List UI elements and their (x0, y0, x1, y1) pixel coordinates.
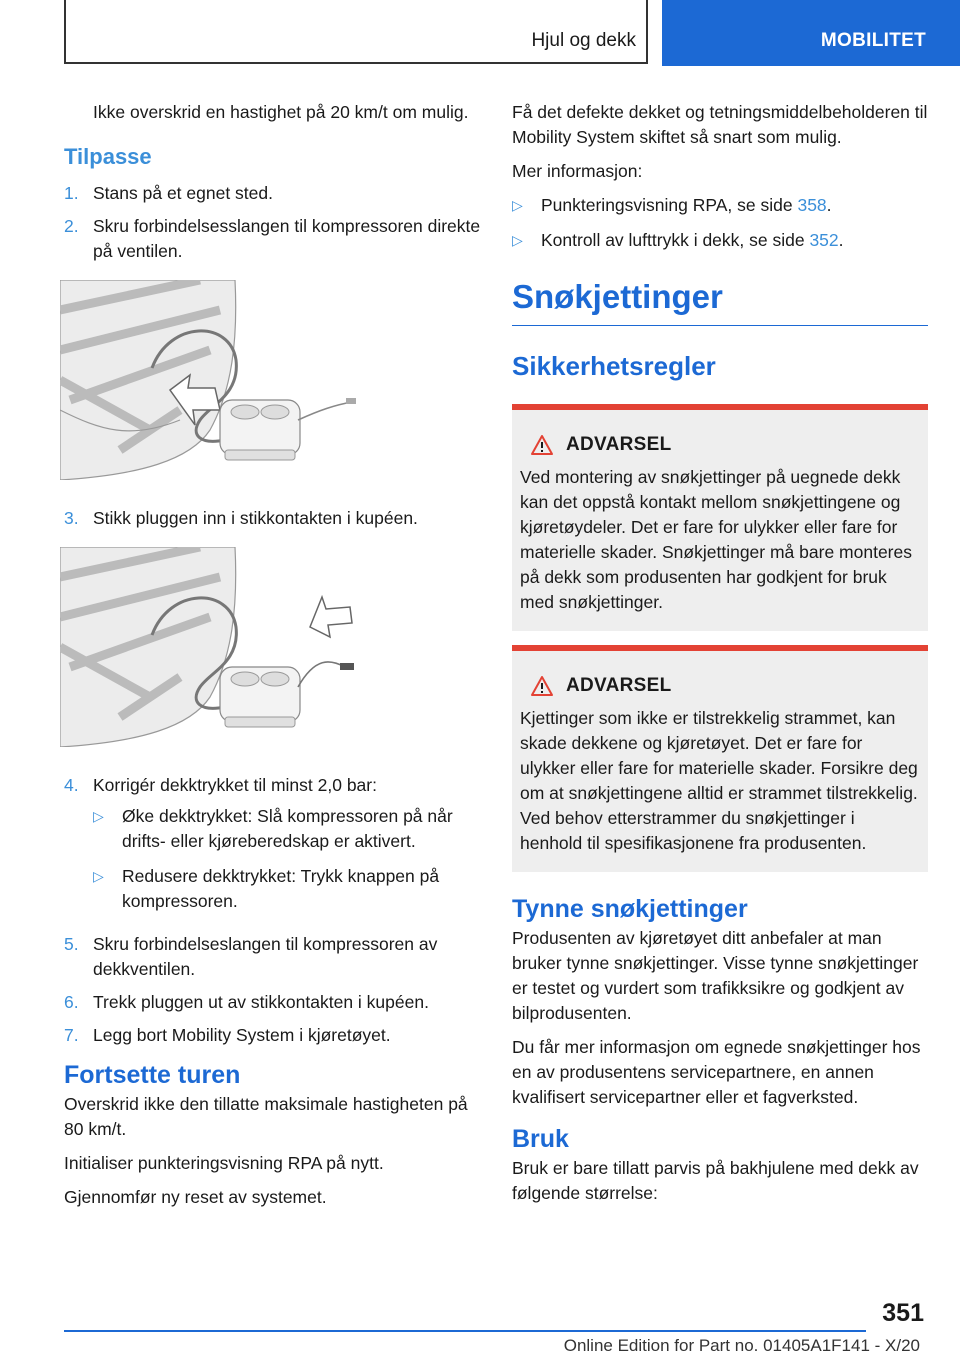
triangle-bullet-icon: ▷ (93, 808, 104, 824)
continue-text-3: Gjennomfør ny reset av systemet. (64, 1187, 327, 1207)
continue-text-1: Overskrid ikke den tillatte maksimale hastigheten på 80 km/t. (64, 1094, 468, 1139)
page-link-352[interactable]: 352 (809, 230, 839, 250)
chapter-label: MOBILITET (820, 30, 926, 51)
bullet-text: Øke dekktrykket: Slå kompressoren på når drifts- eller kjøreberedskap er aktivert. (122, 806, 453, 851)
bullet-text: Redusere dekktrykket: Trykk knappen på kompressoren. (122, 866, 440, 911)
section-title: Hjul og dekk (531, 30, 636, 51)
warning-label: ADVARSEL (566, 434, 672, 455)
list-item (64, 214, 484, 264)
step-text: Skru forbindelsesslangen til kompressoren direkte på ventilen. (93, 216, 481, 261)
warning-triangle-icon (530, 434, 554, 456)
continue-text-2: Initialiser punkteringsvisning RPA på nytt. (64, 1153, 384, 1173)
triangle-bullet-icon: ▷ (512, 197, 523, 213)
ref-text: Kontroll av lufttrykk i dekk, se side (541, 230, 810, 250)
list-item (64, 773, 484, 924)
list-item (64, 181, 484, 206)
step-text: Skru forbindelseslangen til kompressoren av dekkventilen. (93, 934, 438, 979)
warning-triangle-icon (530, 675, 554, 697)
edition-text: Online Edition for Part no. 01405A1F141 - X/20 (563, 1336, 920, 1355)
right-column (512, 100, 928, 1215)
step-number: 6. (64, 992, 79, 1012)
thin-chains-heading: Tynne snøkjettinger (512, 895, 748, 923)
step-number: 4. (64, 775, 79, 795)
steps-list-a (64, 181, 484, 264)
triangle-bullet-icon: ▷ (512, 232, 523, 248)
list-item (93, 864, 484, 914)
list-item (64, 990, 484, 1015)
step-number: 1. (64, 183, 79, 203)
use-text: Bruk er bare tillatt parvis på bakhjulene med dekk av følgende størrelse: (512, 1158, 919, 1203)
list-item (64, 1023, 484, 1048)
replace-text: Få det defekte dekket og tetningsmiddelbeholderen til Mobility System skiftet så snart som mulig. (512, 102, 928, 147)
section-heading: Sikkerhetsregler (512, 351, 716, 381)
more-info-label: Mer informasjon: (512, 161, 643, 181)
use-heading: Bruk (512, 1125, 569, 1153)
step-text: Trekk pluggen ut av stikkontakten i kupéen. (93, 992, 429, 1012)
reference-list (512, 193, 928, 253)
step4-bullets (64, 804, 484, 924)
compressor-on-valve-illustration (60, 280, 360, 480)
plug-into-socket-illustration (60, 547, 360, 747)
warning-box-1 (512, 404, 928, 631)
warning-text: Ved montering av snøkjettinger på uegnede dekk kan det oppstå kontakt mellom snøkjettingene og kjøretøydeler. Det er fare for ulykker eller fare for materielle skader. Snøkjettinger må bare monteres på dekk som produsenten har godkjent for bruk med snøkjettinger. (520, 467, 912, 612)
ref-end: . (826, 195, 832, 215)
list-item (512, 228, 928, 253)
step-text: Korrigér dekktrykket til minst 2,0 bar: (93, 775, 377, 795)
left-column (64, 100, 484, 1219)
adjust-heading: Tilpasse (64, 144, 152, 169)
footer-divider (64, 1330, 866, 1332)
ref-text: Punkteringsvisning RPA, se side (541, 195, 798, 215)
list-item (64, 506, 484, 531)
step-number: 7. (64, 1025, 79, 1045)
ref-end: . (838, 230, 844, 250)
step-number: 3. (64, 508, 79, 528)
steps-list-3 (64, 506, 484, 531)
step-number: 2. (64, 216, 79, 236)
list-item (64, 932, 484, 982)
continue-heading: Fortsette turen (64, 1061, 241, 1089)
intro-text: Ikke overskrid en hastighet på 20 km/t om mulig. (93, 102, 469, 122)
list-item (512, 193, 928, 218)
warning-text: Kjettinger som ikke er tilstrekkelig strammet, kan skade dekkene og kjøretøyet. Det er fare for ulykker eller fare for materielle skader. Forsikre deg om at snøkjettingene alltid er strammet tilstrekkelig. Ved behov etterstrammer du snøkjettinger i henhold til spesifikasjonene fra produsenten. (520, 708, 918, 853)
chapter-tab[interactable] (662, 0, 960, 66)
page-link-358[interactable]: 358 (797, 195, 827, 215)
chapter-heading: Snøkjettinger (512, 277, 928, 326)
warning-label: ADVARSEL (566, 675, 672, 696)
list-item (93, 804, 484, 854)
step-number: 5. (64, 934, 79, 954)
triangle-bullet-icon: ▷ (93, 868, 104, 884)
steps-list-4 (64, 773, 484, 1048)
thin-chains-text-1: Produsenten av kjøretøyet ditt anbefaler at man bruker tynne snøkjettinger. Visse tynne snøkjettinger er testet og vurdert som trafikksikre og godkjent av bilprodusenten. (512, 928, 919, 1023)
thin-chains-text-2: Du får mer informasjon om egnede snøkjettinger hos en av produsentens servicepartnere, en annen kvalifisert servicepartner eller et fagverksted. (512, 1037, 921, 1107)
step-text: Stans på et egnet sted. (93, 183, 273, 203)
page-number: 351 (882, 1299, 924, 1327)
warning-box-2 (512, 645, 928, 872)
step-text: Legg bort Mobility System i kjøretøyet. (93, 1025, 391, 1045)
step-text: Stikk pluggen inn i stikkontakten i kupéen. (93, 508, 418, 528)
